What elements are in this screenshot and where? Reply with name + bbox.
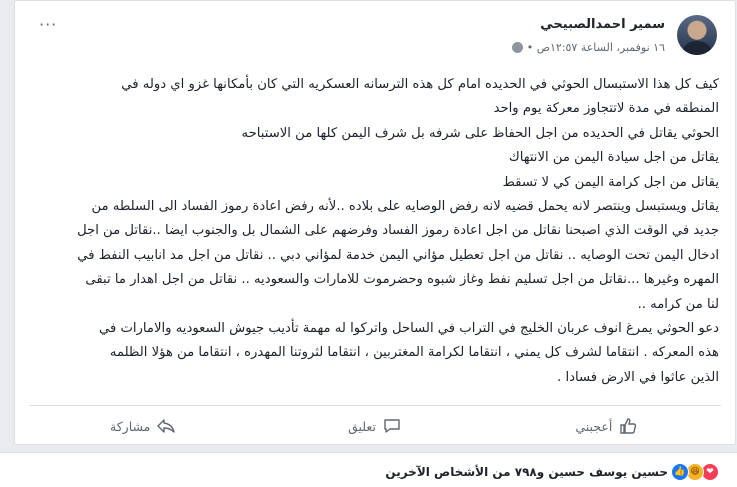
author-name[interactable]: سمير احمدالصبيحي	[540, 17, 665, 32]
like-label: أعجبني	[575, 418, 613, 434]
post-line: كيف كل هذا الاستبسال الحوثي في الحديده امام كل هذه الترسانه العسكريه التي كان بأمكانها غزو اي دوله في	[121, 77, 719, 92]
love-reaction-icon: ❤	[701, 463, 719, 481]
post-card	[14, 0, 736, 445]
divider	[29, 405, 721, 406]
more-options-button[interactable]: ···	[39, 15, 58, 34]
post-text	[29, 73, 719, 390]
post-line: ادخال اليمن تحت الوصايه .. نقاتل من اجل تعطيل مؤاني اليمن خدمة لمؤاني دبي .. نقاتل من اجل مد انابيب النفط في	[77, 247, 719, 263]
reactions-bar[interactable]	[0, 452, 737, 487]
post-line: دعو الحوثي يمرغ انوف عربان الخليج في التراب في الساحل واتركوا له مهمة تأديب جيوش السعوديه والامارات في	[98, 321, 719, 337]
comment-icon	[382, 416, 402, 436]
post-line: يقاتل من اجل كرامة اليمن كي لا تسقط	[502, 174, 719, 190]
globe-icon	[512, 42, 523, 53]
reaction-icons	[674, 463, 719, 481]
share-button[interactable]	[29, 416, 257, 436]
share-icon	[156, 416, 176, 436]
post-line: يقاتل ويستبسل وينتصر لانه يحمل قضيه لانه رفض الوصايه على بلاده ..لأنه رفض اعادة رموز الفساد الى السلطه من	[91, 199, 719, 215]
like-reaction-icon: 👍	[671, 463, 689, 481]
post-line: المنطقه في مدة لاتتجاوز معركة يوم واحد	[493, 101, 719, 117]
like-button[interactable]	[493, 416, 721, 436]
author-avatar[interactable]	[677, 15, 717, 55]
share-label: مشاركة	[110, 418, 151, 434]
comment-button[interactable]	[261, 416, 489, 436]
thumbs-up-icon	[618, 416, 638, 436]
post-line: هذه المعركه . انتقاما لشرف كل يمني ، انتقاما لكرامة المغتربين ، انتقاما لثروتنا المهدره ، انتقاما من هؤلا الظلمه	[109, 345, 719, 361]
post-line: الحوثي يقاتل في الحديده من اجل الحفاظ على شرفه بل شرف اليمن كلها من الاستباحه	[241, 125, 719, 141]
post-timestamp[interactable]: ١٦ نوفمبر، الساعة ١٢:٥٧ص •	[526, 41, 665, 54]
post-actions	[29, 407, 721, 445]
post-meta	[512, 41, 665, 54]
reactions-summary[interactable]: حسين يوسف حسين و٧٩٨ من الأشخاص الآخرين	[385, 465, 668, 479]
haha-reaction-icon: 😆	[686, 463, 704, 481]
post-header	[25, 11, 717, 61]
post-line: جديد في الوقت الذي اصبحنا نقاتل من اجل اعادة رموز الفساد وفرضهم على الشمال بل والجنوب ايضا ..نقاتل من اجل	[77, 223, 719, 239]
post-line: يقاتل من اجل سيادة اليمن من الانتهاك	[508, 150, 719, 166]
post-line: لنا من كرامه ..	[637, 296, 719, 312]
post-line: الذين عاثوا في الارض فسادا .	[557, 369, 719, 385]
comment-label: تعليق	[348, 418, 376, 434]
post-line: المهره وغيرها ...نقاتل من اجل تسليم نفط وغاز شبوه وحضرموت للامارات والسعوديه .. نقاتل من اجل اهدار ما تبقى	[85, 272, 719, 288]
